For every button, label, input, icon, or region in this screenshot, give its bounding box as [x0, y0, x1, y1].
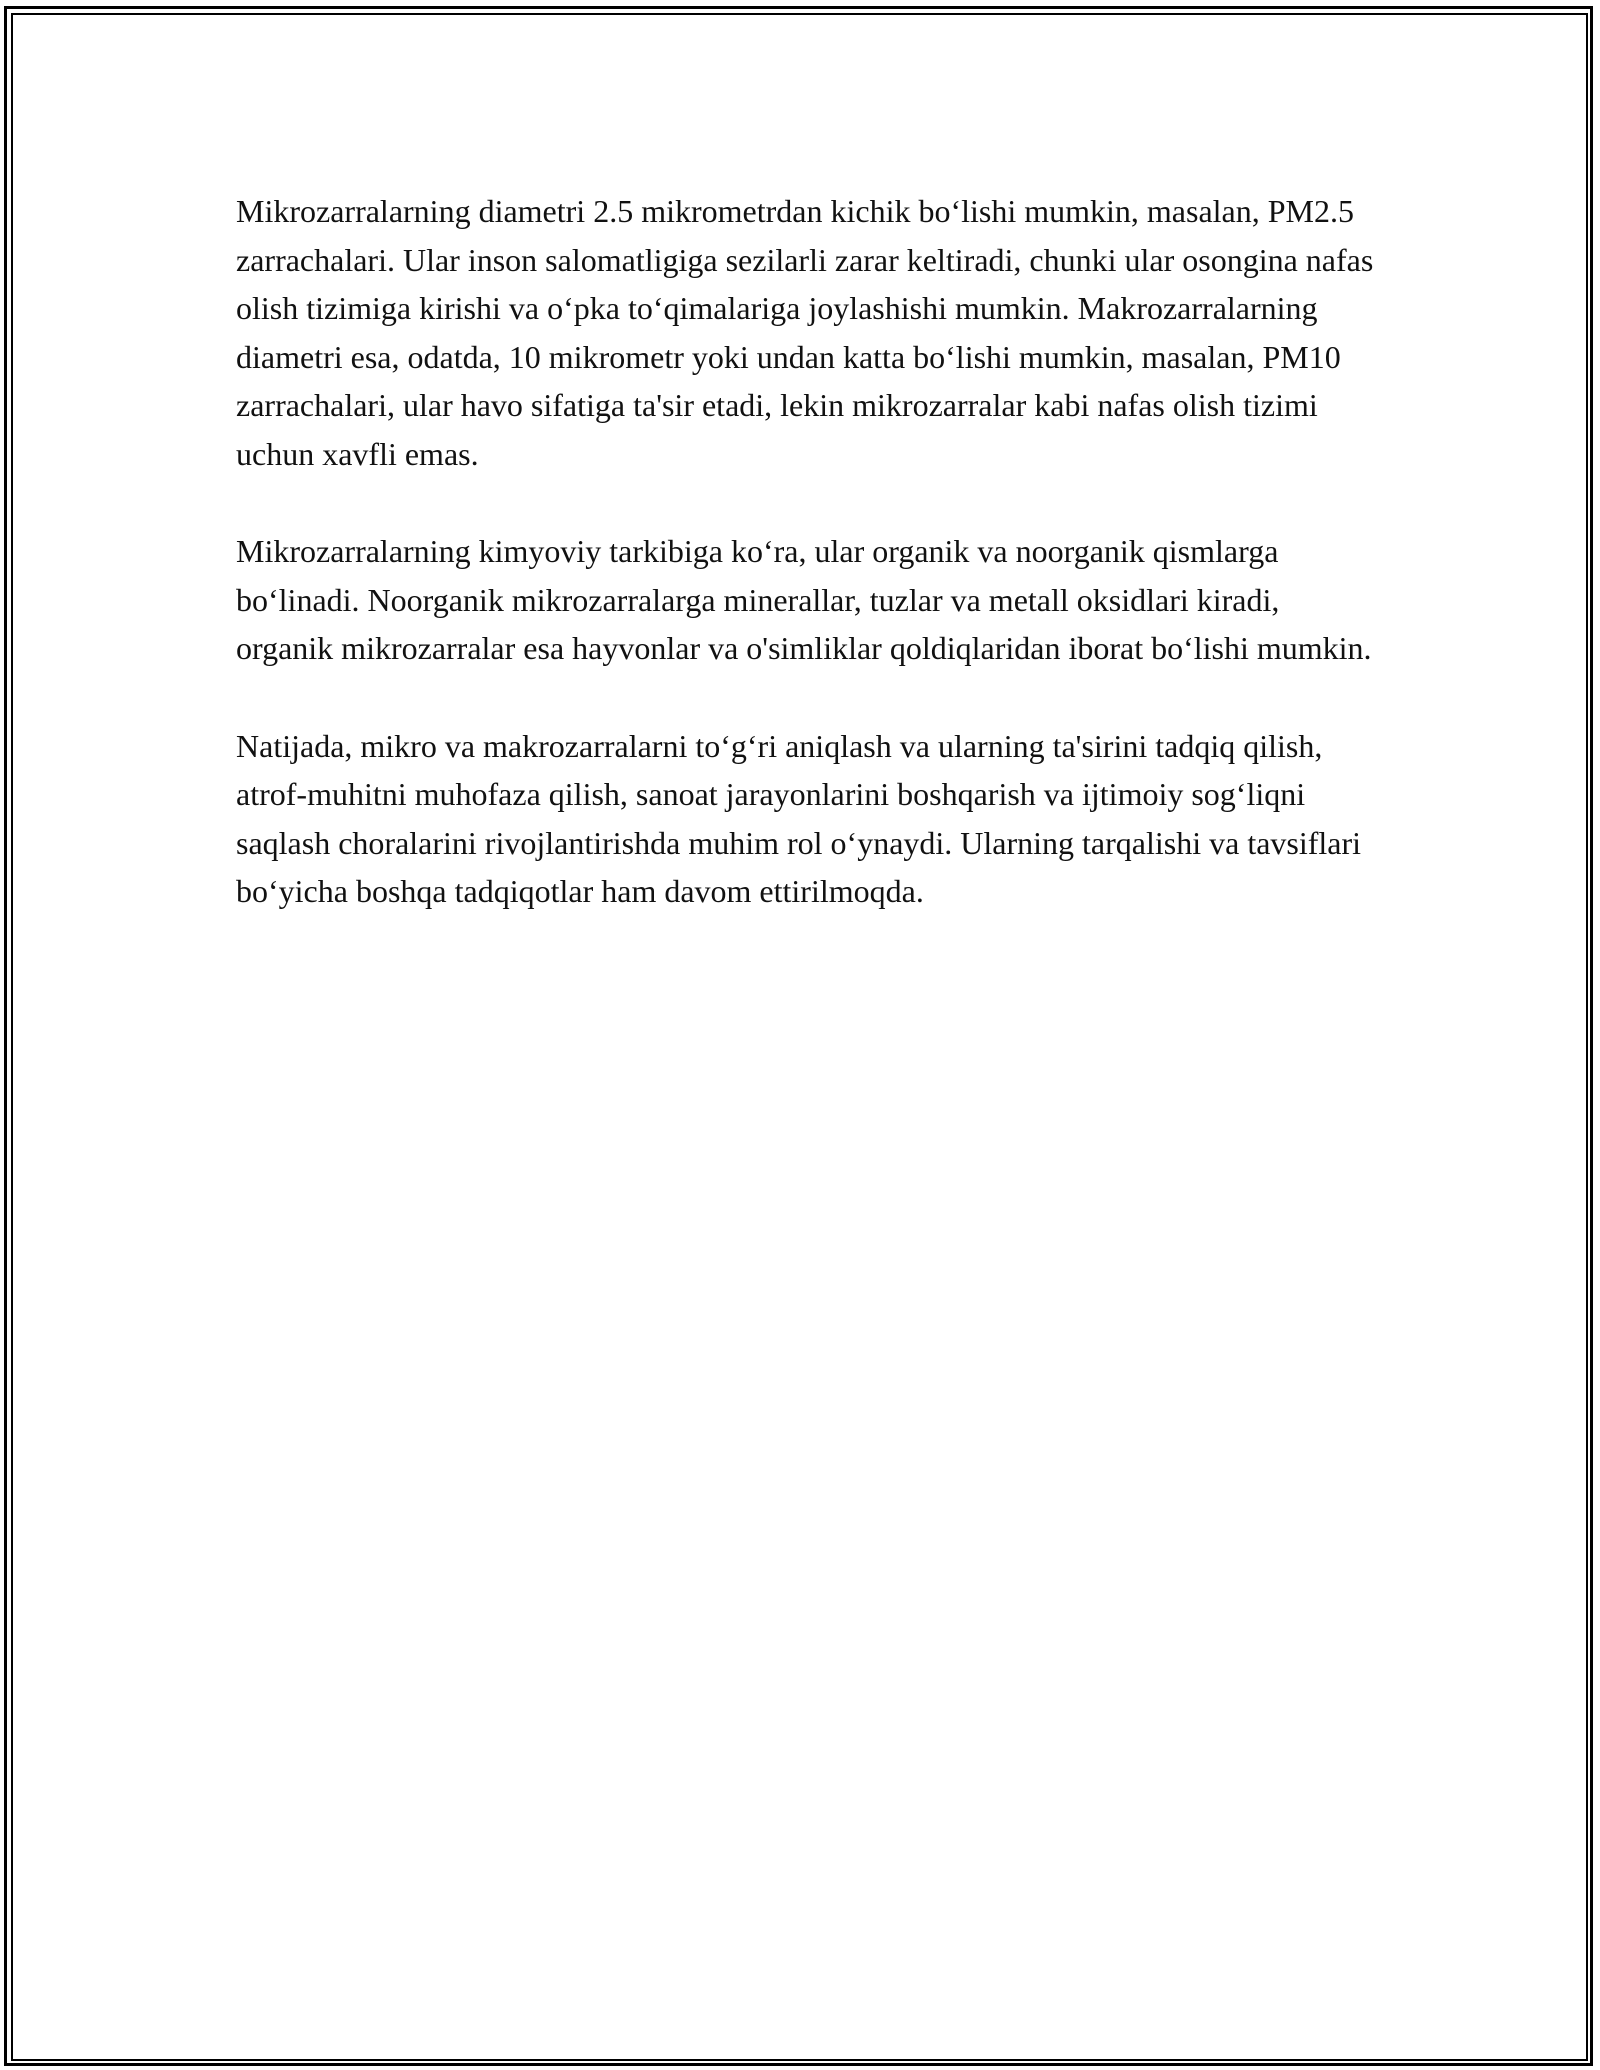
document-body — [236, 187, 1376, 965]
paragraph-conclusion: Natijada, mikro va makrozarralarni to‘g‘ri aniqlash va ularning ta'sirini tadqiq qilish, atrof-muhitni muhofaza qilish, sanoat jarayonlarini boshqarish va ijtimoiy sog‘liqni saqlash choralarini rivojlantirishda muhim rol o‘ynaydi. Ularning tarqalishi va tavsiflari bo‘yicha boshqa tadqiqotlar ham davom ettirilmoqda. — [236, 727, 1362, 910]
paragraph-microparticle-diameter: Mikrozarralarning diametri 2.5 mikrometrdan kichik bo‘lishi mumkin, masalan, PM2.5 zarrachalari. Ular inson salomatligiga sezilarli zarar keltiradi, chunki ular osongina nafas olish tizimiga kirishi va o‘pka to‘qimalariga joylashishi mumkin. Makrozarralarning diametri esa, odatda, 10 mikrometr yoki undan katta bo‘lishi mumkin, masalan, PM10 zarrachalari, ular havo sifatiga ta'sir etadi, lekin mikrozarralar kabi nafas olish tizimi uchun xavfli emas. — [236, 193, 1374, 472]
paragraph-chemical-composition: Mikrozarralarning kimyoviy tarkibiga ko‘ra, ular organik va noorganik qismlarga bo‘linadi. Noorganik mikrozarralarga minerallar, tuzlar va metall oksidlari kiradi, organik mikrozarralar esa hayvonlar va o'simliklar qoldiqlaridan iborat bo‘lishi mumkin. — [236, 533, 1372, 667]
